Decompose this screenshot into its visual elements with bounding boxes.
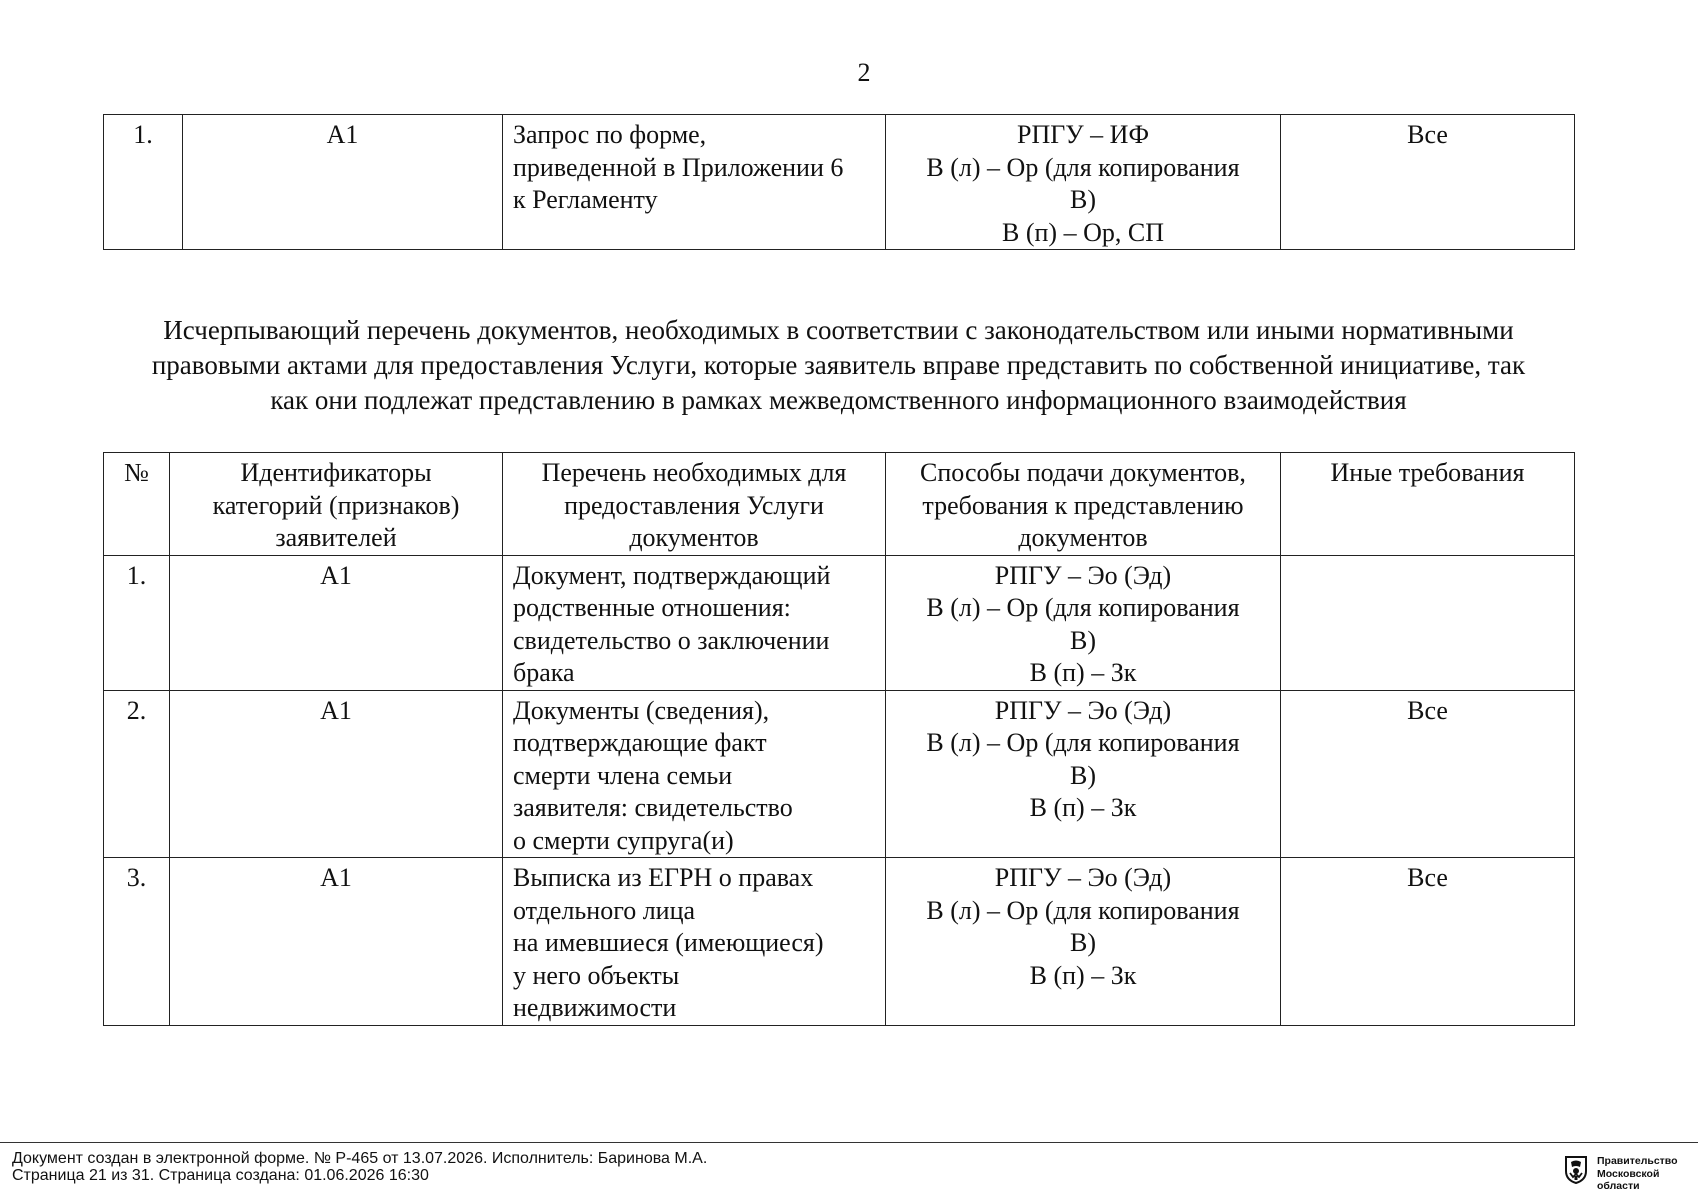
submission-methods — [886, 690, 1281, 858]
footer-document-info: Документ создан в электронной форме. № Р-465 от 13.07.2026. Исполнитель: Баринова М.А. — [12, 1150, 708, 1167]
text-line: недвижимости — [513, 993, 677, 1022]
category-id: А1 — [183, 115, 503, 250]
page-number: 2 — [857, 58, 871, 87]
text-line: категорий (признаков) — [212, 490, 460, 520]
submission-methods — [886, 555, 1281, 690]
text-line: РПГУ – Эо (Эд) — [994, 863, 1172, 892]
table-row — [104, 690, 1575, 858]
text-line: Запрос по форме, — [513, 120, 707, 149]
text-line: РПГУ – Эо (Эд) — [994, 560, 1172, 590]
text-line: документов — [629, 523, 759, 552]
table-row — [104, 115, 1575, 250]
text-line: к Регламенту — [513, 185, 658, 214]
text-line: приведенной в Приложении 6 — [513, 152, 844, 182]
footer-info — [12, 1150, 707, 1184]
text-line: Идентификаторы — [240, 458, 432, 487]
footer-divider — [0, 1142, 1698, 1143]
table-row — [104, 858, 1575, 1026]
row-number: 3. — [104, 858, 170, 1026]
text-line: на имевшиеся (имеющиеся) — [513, 928, 824, 957]
header-category — [170, 453, 503, 556]
header-document — [503, 453, 886, 556]
document-name — [503, 555, 886, 690]
text-line: Выписка из ЕГРН о правах — [513, 863, 814, 892]
text-line: В (л) – Ор (для копирования — [926, 152, 1240, 182]
table-row — [104, 555, 1575, 690]
submission-methods — [886, 115, 1281, 250]
text-line: В (п) – Зк — [1029, 793, 1137, 822]
other-requirements: Все — [1281, 858, 1575, 1026]
text-line: В (л) – Ор (для копирования — [926, 593, 1240, 622]
table-header-row — [104, 453, 1575, 556]
heading-line: правовыми актами для предоставления Услуги, которые заявитель вправе представить по собственной инициативе, так — [151, 350, 1526, 380]
text-line: требования к представлению — [922, 490, 1244, 520]
section-heading — [103, 313, 1574, 418]
text-line: отдельного лица — [513, 895, 696, 925]
text-line: В (л) – Ор (для копирования — [926, 728, 1240, 757]
text-line: В (п) – Ор, СП — [1002, 217, 1164, 247]
header-other: Иные требования — [1281, 453, 1575, 556]
row-number: 2. — [104, 690, 170, 858]
text-line: родственные отношения: — [513, 593, 791, 622]
category-id: А1 — [170, 690, 503, 858]
other-requirements: Все — [1281, 690, 1575, 858]
text-line: В) — [1070, 625, 1096, 655]
text-line: В (п) – Зк — [1029, 960, 1137, 990]
text-line: РПГУ – Эо (Эд) — [994, 695, 1172, 725]
text-line: В) — [1070, 760, 1096, 790]
footer-page-info: Страница 21 из 31. Страница создана: 01.06.2026 16:30 — [12, 1167, 429, 1184]
text-line: документов — [1018, 523, 1148, 552]
logo-text-line: Правительство — [1597, 1155, 1678, 1167]
other-requirements — [1281, 555, 1575, 690]
text-line: свидетельство о заключении — [513, 625, 830, 655]
table-interagency-documents — [103, 452, 1575, 1026]
row-number: 1. — [104, 555, 170, 690]
header-number: № — [104, 453, 170, 556]
logo-text-line: Московской области — [1597, 1167, 1660, 1192]
document-name — [503, 690, 886, 858]
text-line: Документ, подтверждающий — [513, 560, 831, 590]
text-line: брака — [513, 658, 575, 687]
category-id: А1 — [170, 858, 503, 1026]
text-line: смерти члена семьи — [513, 760, 733, 790]
text-line: заявителей — [275, 523, 397, 552]
text-line: о смерти супруга(и) — [513, 825, 734, 855]
coat-of-arms-icon — [1560, 1153, 1592, 1185]
text-line: заявителя: свидетельство — [513, 793, 793, 822]
submission-methods — [886, 858, 1281, 1026]
category-id: А1 — [170, 555, 503, 690]
heading-line: как они подлежат представлению в рамках межведомственного информационного взаимодействия — [270, 385, 1407, 415]
text-line: В) — [1070, 928, 1096, 957]
document-name — [503, 858, 886, 1026]
text-line: у него объекты — [513, 960, 680, 990]
text-line: Перечень необходимых для — [541, 458, 847, 487]
text-line: подтверждающие факт — [513, 728, 767, 757]
heading-line: Исчерпывающий перечень документов, необходимых в соответствии с законодательством или иными нормативными — [163, 315, 1514, 345]
row-number: 1. — [104, 115, 183, 250]
text-line: РПГУ – ИФ — [1017, 120, 1149, 149]
text-line: В (л) – Ор (для копирования — [926, 895, 1240, 925]
header-methods — [886, 453, 1281, 556]
text-line: В) — [1070, 185, 1096, 214]
other-requirements: Все — [1281, 115, 1575, 250]
document-name — [503, 115, 886, 250]
text-line: В (п) – Зк — [1029, 658, 1137, 687]
text-line: Документы (сведения), — [513, 695, 770, 725]
table-request-document — [103, 114, 1575, 250]
government-logo-text — [1597, 1155, 1698, 1193]
text-line: предоставления Услуги — [564, 490, 824, 520]
text-line: Способы подачи документов, — [920, 458, 1246, 487]
